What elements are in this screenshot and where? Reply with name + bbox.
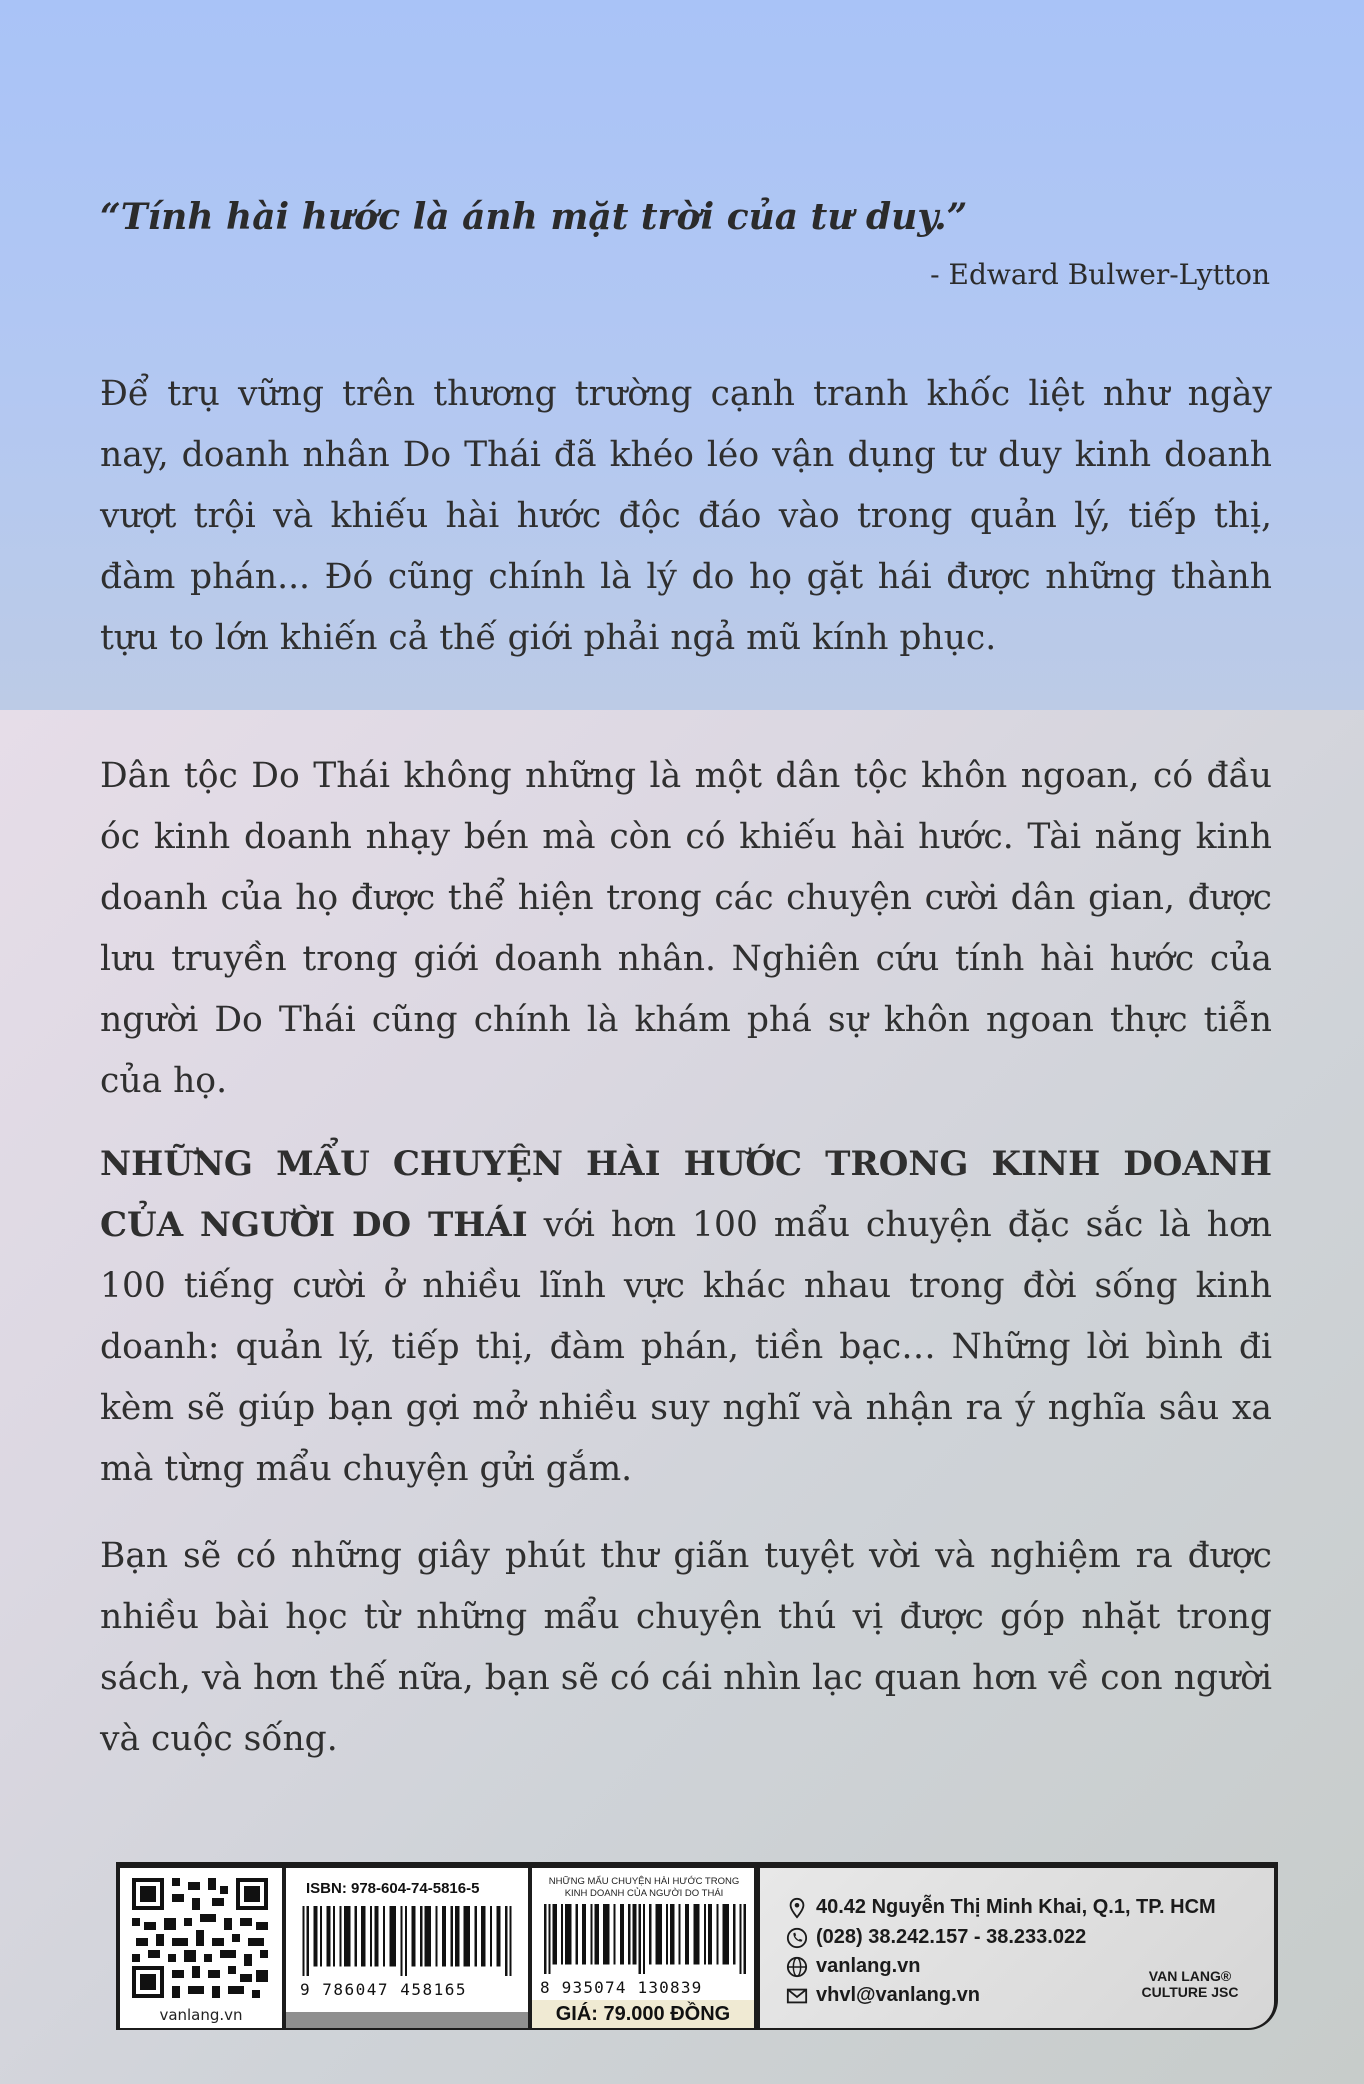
contact-email[interactable] [786,1984,980,2007]
epigraph-author: - Edward Bulwer-Lytton [930,258,1270,291]
mini-book-title: NHỮNG MẨU CHUYỆN HÀI HƯỚC TRONG KINH DOANH CỦA NGƯỜI DO THÁI [548,1876,740,1899]
phone-text: (028) 38.242.157 - 38.233.022 [816,1926,1087,1948]
publisher-company: CULTURE JSC [1141,1984,1239,2000]
blurb-paragraph-3-text: với hơn 100 mẩu chuyện đặc sắc là hơn 100 tiếng cười ở nhiều lĩnh vực khác nhau trong đời sống kinh doanh: quản lý, tiếp thị, đàm phán, tiền bạc… Những lời bình đi kèm sẽ giúp bạn gợi mở nhiều suy nghĩ và nhận ra ý nghĩa sâu xa mà từng mẩu chuyện gửi gắm. [100,1205,1272,1489]
book-title-bold: NHỮNG MẨU CHUYỆN HÀI HƯỚC TRONG KINH DOANH CỦA NGƯỜI DO THÁI [100,1144,1272,1245]
website-text[interactable]: vanlang.vn [816,1955,921,1977]
ean-barcode-number: 8 935074 130839 [540,1978,703,1997]
epigraph-quote: “Tính hài hước là ánh mặt trời của tư duy.” [100,196,968,238]
contact-phone [786,1926,1086,1949]
blurb-paragraph-2: Dân tộc Do Thái không những là một dân tộc khôn ngoan, có đầu óc kinh doanh nhạy bén mà còn có khiếu hài hước. Tài năng kinh doanh của họ được thể hiện trong các chuyện cười dân gian, được lưu truyền trong giới doanh nhân. Nghiên cứu tính hài hước của người Do Thái cũng chính là khám phá sự khôn ngoan thực tiễn của họ. [100,756,1272,1101]
location-pin-icon [786,1897,808,1919]
isbn-barcode-icon [298,1906,516,1976]
ean-barcode-icon [540,1904,750,1974]
qr-caption: vanlang.vn [159,2006,243,2024]
qr-code-icon [132,1878,268,1998]
isbn-barcode-number: 9 786047 458165 [300,1980,467,1999]
grey-strip [286,2012,528,2028]
email-text[interactable]: vhvl@vanlang.vn [816,1984,980,2006]
blurb-paragraph-4: Bạn sẽ có những giây phút thư giãn tuyệt vời và nghiệm ra được nhiều bài học từ những mẩu chuyện thú vị được góp nhặt trong sách, và hơn thế nữa, bạn sẽ có cái nhìn lạc quan hơn về con người và cuộc sống. [100,1536,1272,1759]
blurb-paragraph-1: Để trụ vững trên thương trường cạnh tranh khốc liệt như ngày nay, doanh nhân Do Thái đã khéo léo vận dụng tư duy kinh doanh vượt trội và khiếu hài hước độc đáo vào trong quản lý, tiếp thị, đàm phán... Đó cũng chính là lý do họ gặt hái được những thành tựu to lớn khiến cả thế giới phải ngả mũ kính phục. [100,374,1272,658]
isbn-label: ISBN: 978-604-74-5816-5 [306,1880,480,1897]
publisher-name: VAN LANG® [1148,1968,1232,1984]
publisher-logo [1120,1968,1260,2000]
phone-icon [786,1927,808,1949]
address-text: 40.42 Nguyễn Thị Minh Khai, Q.1, TP. HCM [816,1896,1216,1918]
envelope-icon [786,1985,808,2007]
globe-icon [786,1956,808,1978]
contact-website[interactable] [786,1955,920,1978]
blurb-paragraph-3 [100,1134,1272,1500]
contact-address [786,1896,1216,1919]
price-label: GIÁ: 79.000 ĐỒNG [532,2000,754,2028]
